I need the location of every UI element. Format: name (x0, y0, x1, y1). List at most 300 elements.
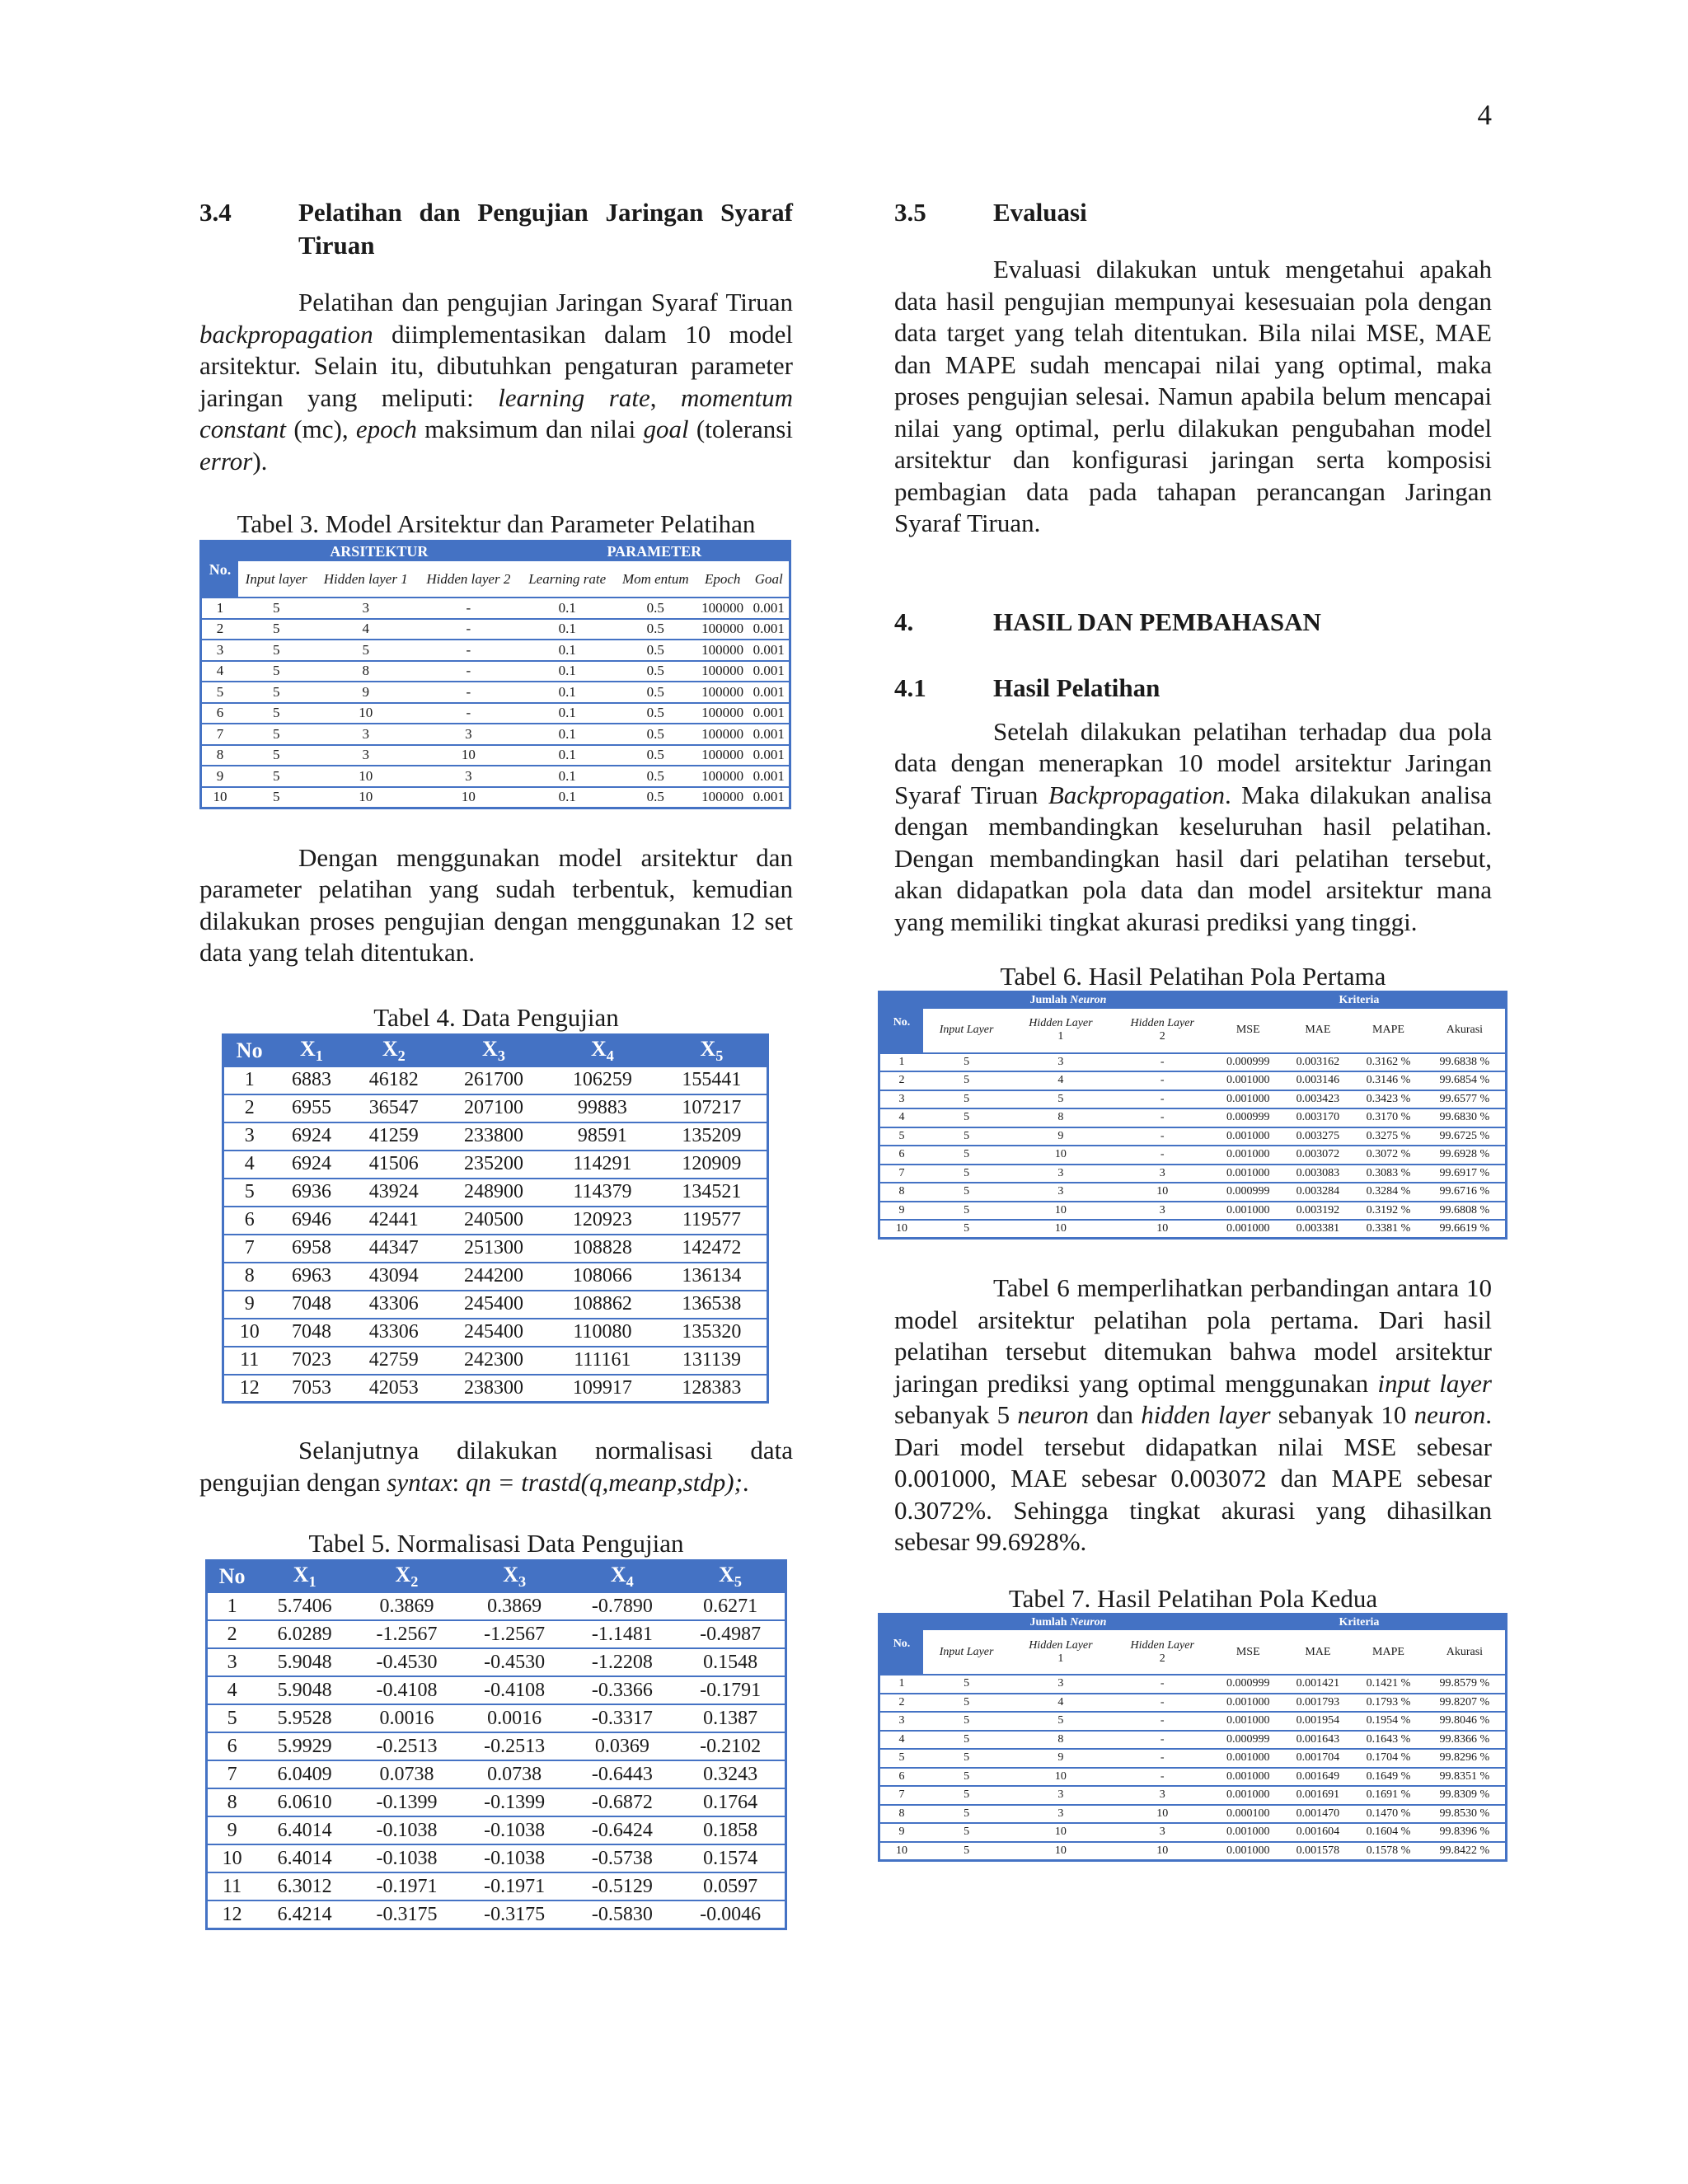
table-cell: 43306 (349, 1319, 440, 1347)
table-cell: 5 (923, 1220, 1010, 1239)
table-cell: 4 (223, 1151, 275, 1179)
table-cell: 99.6808 % (1424, 1202, 1507, 1221)
table-cell: 0.003275 (1283, 1127, 1353, 1146)
table-cell: 99.8579 % (1424, 1675, 1507, 1694)
table-cell: 0.1421 % (1353, 1675, 1424, 1694)
table-cell: 2 (223, 1094, 275, 1122)
table-cell: 10 (223, 1319, 275, 1347)
column-header: Epoch (696, 561, 749, 598)
table-cell: 1 (201, 598, 239, 619)
table-cell: 0.3162 % (1353, 1053, 1424, 1072)
table-cell: 10 (314, 787, 417, 808)
column-header: Mom entum (615, 561, 696, 598)
table-cell: 0.3170 % (1353, 1108, 1424, 1127)
table-cell: 5 (923, 1165, 1010, 1183)
table-cell: -0.6872 (568, 1788, 676, 1816)
table-row (201, 724, 790, 745)
table-cell: 244200 (439, 1263, 548, 1291)
table-cell: 248900 (439, 1179, 548, 1207)
table-cell: 43924 (349, 1179, 440, 1207)
column-header: No. (201, 541, 239, 598)
column-header: $X_3$ (439, 1034, 548, 1066)
table-cell: 0.000999 (1213, 1675, 1283, 1694)
column-header: No. (879, 1614, 924, 1675)
table-cell: 7 (223, 1235, 275, 1263)
column-header: No (223, 1034, 275, 1066)
table-cell: 6.4014 (256, 1844, 353, 1872)
table-cell: 6924 (274, 1122, 348, 1151)
table-cell: 5 (923, 1053, 1010, 1072)
table-cell: 0.5 (615, 661, 696, 682)
table-cell: 0.001 (748, 703, 790, 724)
table-row (207, 1648, 786, 1676)
table-cell: 0.003381 (1283, 1220, 1353, 1239)
table-cell: 5 (1010, 1712, 1111, 1731)
table-cell: 10 (1010, 1146, 1111, 1165)
table-cell: 6 (879, 1768, 924, 1787)
table-cell: 0.001 (748, 745, 790, 766)
table-cell: - (1112, 1071, 1213, 1090)
table-cell: 6963 (274, 1263, 348, 1291)
table-row (207, 1788, 786, 1816)
table-cell: 5 (923, 1823, 1010, 1842)
table-cell: 8 (314, 661, 417, 682)
table-cell: 9 (223, 1291, 275, 1319)
table-cell: 7 (879, 1786, 924, 1805)
table-cell: 7023 (274, 1347, 348, 1375)
table-row (879, 1712, 1507, 1731)
table-cell: 107217 (657, 1094, 768, 1122)
table-cell: 5 (879, 1127, 924, 1146)
table-row (879, 1108, 1507, 1127)
table-cell: 3 (1010, 1053, 1111, 1072)
table-cell: 10 (1010, 1842, 1111, 1861)
table-5 (205, 1559, 787, 1930)
table-cell: - (417, 661, 520, 682)
table-cell: 5 (238, 745, 314, 766)
table-cell: 131139 (657, 1347, 768, 1375)
table-cell: 10 (1112, 1805, 1213, 1824)
table-cell: 99.8309 % (1424, 1786, 1507, 1805)
table-row (879, 1090, 1507, 1109)
table-7 (878, 1613, 1507, 1862)
table-cell: -0.3317 (568, 1704, 676, 1732)
column-header: MAPE (1353, 1630, 1424, 1675)
table-cell: 10 (1112, 1183, 1213, 1202)
table-cell: 0.001793 (1283, 1694, 1353, 1713)
table-4-caption: Tabel 4. Data Pengujian (373, 1002, 619, 1032)
table-cell: 0.001 (748, 619, 790, 640)
table-cell: 0.1 (520, 661, 615, 682)
table-cell: 100000 (696, 598, 749, 619)
table-row (879, 1127, 1507, 1146)
table-row (223, 1207, 768, 1235)
table-cell: 5.9929 (256, 1732, 353, 1760)
table-cell: 6924 (274, 1151, 348, 1179)
column-header: Input Layer (923, 1009, 1010, 1053)
table-cell: 5 (923, 1768, 1010, 1787)
table-cell: 0.1 (520, 682, 615, 703)
table-cell: 2 (879, 1071, 924, 1090)
table-cell: 0.1 (520, 703, 615, 724)
table-cell: 2 (201, 619, 239, 640)
section-number: 3.4 (199, 198, 232, 227)
column-header: $X_3$ (461, 1561, 569, 1593)
table-cell: 5 (238, 787, 314, 808)
table-cell: 12 (207, 1900, 257, 1929)
table-cell: - (1112, 1768, 1213, 1787)
table-cell: 9 (201, 766, 239, 787)
table-cell: 108828 (548, 1235, 657, 1263)
table-cell: 0.3275 % (1353, 1127, 1424, 1146)
column-header: Hidden layer 1 (314, 561, 417, 598)
table-row (879, 1675, 1507, 1694)
table-cell: 1 (879, 1675, 924, 1694)
table-cell: 99.6577 % (1424, 1090, 1507, 1109)
table-cell: 0.3381 % (1353, 1220, 1424, 1239)
table-cell: 207100 (439, 1094, 548, 1122)
table-cell: 12 (223, 1375, 275, 1403)
column-header: Hidden Layer 2 (1112, 1009, 1213, 1053)
table-cell: 0.003192 (1283, 1202, 1353, 1221)
table-6-caption: Tabel 6. Hasil Pelatihan Pola Pertama (1000, 962, 1386, 991)
table-cell: 6.4214 (256, 1900, 353, 1929)
table-cell: 6955 (274, 1094, 348, 1122)
table-6 (878, 991, 1507, 1240)
table-cell: - (417, 640, 520, 661)
table-row (879, 1694, 1507, 1713)
column-header: Goal (748, 561, 790, 598)
table-cell: 0.003146 (1283, 1071, 1353, 1090)
table-cell: -0.2102 (676, 1732, 785, 1760)
table-cell: 42053 (349, 1375, 440, 1403)
table-cell: 6883 (274, 1066, 348, 1094)
table-cell: 100000 (696, 640, 749, 661)
table-row (207, 1676, 786, 1704)
table-cell: 0.1643 % (1353, 1731, 1424, 1750)
table-row (207, 1872, 786, 1900)
column-header: Hidden Layer 1 (1010, 1630, 1111, 1675)
table-cell: 0.5 (615, 745, 696, 766)
table-cell: 108862 (548, 1291, 657, 1319)
column-header: MAE (1283, 1630, 1353, 1675)
column-header: PARAMETER (520, 541, 790, 562)
table-row (879, 1071, 1507, 1090)
table-row (201, 661, 790, 682)
table-cell: 106259 (548, 1066, 657, 1094)
table-cell: 0.3072 % (1353, 1146, 1424, 1165)
table-cell: 114291 (548, 1151, 657, 1179)
section-4-1-heading (894, 672, 1492, 705)
table-row (201, 703, 790, 724)
table-cell: 0.001643 (1283, 1731, 1353, 1750)
table-row (879, 1731, 1507, 1750)
table-cell: - (1112, 1694, 1213, 1713)
table-cell: 3 (879, 1090, 924, 1109)
column-header: $X_1$ (274, 1034, 348, 1066)
table-cell: -0.4530 (461, 1648, 569, 1676)
table-cell: 5 (923, 1675, 1010, 1694)
table-cell: 0.001000 (1213, 1165, 1283, 1183)
table-cell: 0.001000 (1213, 1712, 1283, 1731)
table-row (207, 1704, 786, 1732)
section-title: Evaluasi (993, 198, 1087, 227)
table-row (223, 1151, 768, 1179)
table-cell: 0.5 (615, 787, 696, 808)
section-4-heading (894, 606, 1492, 639)
table-cell: 5 (923, 1090, 1010, 1109)
table-cell: 4 (207, 1676, 257, 1704)
table-cell: -0.6424 (568, 1816, 676, 1844)
table-cell: 10 (207, 1844, 257, 1872)
table-cell: 3 (314, 724, 417, 745)
table-cell: -0.5738 (568, 1844, 676, 1872)
table-cell: 8 (201, 745, 239, 766)
table-cell: 245400 (439, 1291, 548, 1319)
table-cell: 6.0409 (256, 1760, 353, 1788)
table-row (879, 1749, 1507, 1768)
table-cell: 0.001 (748, 661, 790, 682)
table-cell: 0.0738 (353, 1760, 461, 1788)
table-cell: 10 (201, 787, 239, 808)
table-cell: - (1112, 1108, 1213, 1127)
table-row (207, 1760, 786, 1788)
table-cell: - (1112, 1127, 1213, 1146)
table-row (201, 682, 790, 703)
table-cell: 136134 (657, 1263, 768, 1291)
table-cell: 0.001 (748, 766, 790, 787)
table-cell: 233800 (439, 1122, 548, 1151)
table-cell: 5 (1010, 1090, 1111, 1109)
section-3-4-paragraph-1: Pelatihan dan pengujian Jaringan Syaraf Tiruan backpropagation diimplementasikan dalam 10 model arsitektur. Selain itu, dibutuhkan pengaturan parameter jaringan yang meliputi: learning rate, momentum constant (mc), epoch maksimum dan nilai goal (toleransi error). (199, 288, 794, 476)
table-cell: 5 (201, 682, 239, 703)
table-cell: 44347 (349, 1235, 440, 1263)
table-cell: 0.001000 (1213, 1823, 1283, 1842)
table-cell: 3 (1010, 1675, 1111, 1694)
column-header: Learning rate (520, 561, 615, 598)
table-cell: 99.6854 % (1424, 1071, 1507, 1090)
table-row (879, 1183, 1507, 1202)
table-cell: 7 (201, 724, 239, 745)
table-cell: - (417, 682, 520, 703)
table-cell: 0.000100 (1213, 1805, 1283, 1824)
column-header: Hidden Layer 2 (1112, 1630, 1213, 1675)
table-cell: 0.001000 (1213, 1786, 1283, 1805)
table-cell: 0.001 (748, 682, 790, 703)
table-cell: 99.8046 % (1424, 1712, 1507, 1731)
table-cell: 5 (238, 682, 314, 703)
table-row (879, 1805, 1507, 1824)
table-row (201, 598, 790, 619)
section-title: Hasil Pelatihan (993, 673, 1160, 702)
table-row (223, 1235, 768, 1263)
table-cell: 0.001000 (1213, 1220, 1283, 1239)
table-cell: 0.3284 % (1353, 1183, 1424, 1202)
table-row (223, 1347, 768, 1375)
table-row (879, 1053, 1507, 1072)
table-cell: 2 (207, 1620, 257, 1648)
table-cell: 0.3146 % (1353, 1071, 1424, 1090)
table-cell: 99883 (548, 1094, 657, 1122)
table-cell: 99.6716 % (1424, 1183, 1507, 1202)
table-cell: 120923 (548, 1207, 657, 1235)
table-cell: 0.1691 % (1353, 1786, 1424, 1805)
table-cell: 99.6917 % (1424, 1165, 1507, 1183)
section-3-4-paragraph-3: Selanjutnya dilakukan normalisasi data pengujian dengan syntax: qn = trastd(q,meanp,stdp);. (199, 1436, 793, 1497)
table-cell: 6 (207, 1732, 257, 1760)
table-cell: 0.1704 % (1353, 1749, 1424, 1768)
table-cell: 5 (238, 640, 314, 661)
table-row (223, 1066, 768, 1094)
table-cell: -0.7890 (568, 1592, 676, 1620)
table-cell: - (1112, 1731, 1213, 1750)
table-cell: 9 (879, 1823, 924, 1842)
table-cell: 0.000999 (1213, 1731, 1283, 1750)
table-cell: 0.1764 (676, 1788, 785, 1816)
column-header: $X_4$ (548, 1034, 657, 1066)
table-cell: 0.1470 % (1353, 1805, 1424, 1824)
table-cell: 5 (238, 766, 314, 787)
table-cell: 0.1 (520, 787, 615, 808)
table-cell: -0.1399 (461, 1788, 569, 1816)
table-cell: 99.6830 % (1424, 1108, 1507, 1127)
table-cell: 3 (223, 1122, 275, 1151)
table-cell: 10 (1112, 1220, 1213, 1239)
table-cell: 0.5 (615, 724, 696, 745)
table-cell: -0.2513 (461, 1732, 569, 1760)
table-cell: 10 (417, 787, 520, 808)
table-cell: 3 (1010, 1183, 1111, 1202)
table-cell: 7 (207, 1760, 257, 1788)
section-3-4-heading (199, 196, 793, 262)
table-cell: 4 (1010, 1071, 1111, 1090)
table-cell: 10 (879, 1220, 924, 1239)
table-cell: 6.4014 (256, 1816, 353, 1844)
table-cell: -0.3366 (568, 1676, 676, 1704)
column-header: Input Layer (923, 1630, 1010, 1675)
table-cell: 0.0738 (461, 1760, 569, 1788)
table-cell: 3 (1010, 1805, 1111, 1824)
table-cell: 0.3869 (461, 1592, 569, 1620)
table-cell: 0.1 (520, 640, 615, 661)
table-cell: 5 (923, 1731, 1010, 1750)
section-3-5-heading (894, 196, 1492, 229)
table-cell: 8 (1010, 1108, 1111, 1127)
table-cell: 98591 (548, 1122, 657, 1151)
table-cell: 0.0597 (676, 1872, 785, 1900)
table-cell: 0.001000 (1213, 1768, 1283, 1787)
table-cell: 0.003423 (1283, 1090, 1353, 1109)
table-cell: -0.1399 (353, 1788, 461, 1816)
table-cell: 36547 (349, 1094, 440, 1122)
section-3-5-paragraph: Evaluasi dilakukan untuk mengetahui apakah data hasil pengujian mempunyai kesesuaian pola dengan data target yang telah ditentukan. Bila nilai MSE, MAE dan MAPE sudah mencapai nilai yang optimal, maka proses pengujian selesai. Namun apabila belum mencapai nilai yang optimal, perlu dilakukan pengubahan model arsitektur dan konfigurasi jaringan serta komposisi pembagian data pada tahapan perancangan Jaringan Syaraf Tiruan. (894, 255, 1492, 537)
table-row (223, 1319, 768, 1347)
table-cell: 5 (314, 640, 417, 661)
table-cell: 3 (417, 724, 520, 745)
table-cell: -1.2567 (461, 1620, 569, 1648)
table-cell: 0.1574 (676, 1844, 785, 1872)
table-cell: 100000 (696, 682, 749, 703)
table-row (207, 1816, 786, 1844)
table-row (207, 1732, 786, 1760)
table-cell: 5 (923, 1108, 1010, 1127)
table-cell: 11 (207, 1872, 257, 1900)
section-3-4-paragraph-2: Dengan menggunakan model arsitektur dan parameter pelatihan yang sudah terbentuk, kemudian dilakukan proses pengujian dengan menggunakan 12 set data yang telah ditentukan. (199, 842, 793, 967)
table-row (879, 1768, 1507, 1787)
table-cell: 114379 (548, 1179, 657, 1207)
table-row (879, 1146, 1507, 1165)
table-cell: 0.001691 (1283, 1786, 1353, 1805)
table-cell: 5.7406 (256, 1592, 353, 1620)
column-header: Hidden layer 2 (417, 561, 520, 598)
table-cell: 5 (923, 1805, 1010, 1824)
table-cell: 99.6928 % (1424, 1146, 1507, 1165)
table-cell: 261700 (439, 1066, 548, 1094)
table-cell: 238300 (439, 1375, 548, 1403)
table-cell: 0.1858 (676, 1816, 785, 1844)
table-cell: 9 (1010, 1749, 1111, 1768)
table-cell: 0.001 (748, 787, 790, 808)
table-cell: 0.001649 (1283, 1768, 1353, 1787)
table-cell: -0.3175 (461, 1900, 569, 1929)
table-cell: -0.4108 (353, 1676, 461, 1704)
column-header: $X_1$ (256, 1561, 353, 1593)
table-cell: - (1112, 1712, 1213, 1731)
table-cell: 0.1 (520, 619, 615, 640)
table-cell: 109917 (548, 1375, 657, 1403)
table-cell: 41259 (349, 1122, 440, 1151)
table-cell: 0.5 (615, 598, 696, 619)
table-cell: -1.1481 (568, 1620, 676, 1648)
table-cell: 0.001000 (1213, 1146, 1283, 1165)
table-cell: -0.5830 (568, 1900, 676, 1929)
column-header: Jumlah Neuron (923, 1614, 1213, 1630)
table-cell: 0.1649 % (1353, 1768, 1424, 1787)
table-cell: 240500 (439, 1207, 548, 1235)
table-row (223, 1375, 768, 1403)
table-cell: 3 (1112, 1165, 1213, 1183)
table-cell: 108066 (548, 1263, 657, 1291)
table-cell: - (1112, 1146, 1213, 1165)
table-cell: 6.0610 (256, 1788, 353, 1816)
table-cell: 0.0369 (568, 1732, 676, 1760)
table-cell: 5 (923, 1694, 1010, 1713)
table-cell: 0.000999 (1213, 1183, 1283, 1202)
table-cell: 8 (879, 1183, 924, 1202)
table-cell: -0.1038 (461, 1816, 569, 1844)
table-cell: 0.001000 (1213, 1694, 1283, 1713)
table-cell: 99.8396 % (1424, 1823, 1507, 1842)
table-cell: 0.5 (615, 640, 696, 661)
table-cell: 6.0289 (256, 1620, 353, 1648)
table-cell: 5 (923, 1146, 1010, 1165)
table-cell: -0.4987 (676, 1620, 785, 1648)
table-cell: -0.4108 (461, 1676, 569, 1704)
table-cell: 135209 (657, 1122, 768, 1151)
table-cell: 10 (1010, 1220, 1111, 1239)
table-cell: - (1112, 1090, 1213, 1109)
table-cell: 6 (201, 703, 239, 724)
table-cell: 4 (314, 619, 417, 640)
table-cell: 6946 (274, 1207, 348, 1235)
section-title: HASIL DAN PEMBAHASAN (993, 607, 1321, 636)
table-cell: 0.0016 (461, 1704, 569, 1732)
table-cell: 1 (207, 1592, 257, 1620)
table-cell: 8 (223, 1263, 275, 1291)
table-cell: 100000 (696, 745, 749, 766)
table-cell: 0.1 (520, 724, 615, 745)
column-header: Akurasi (1424, 1630, 1507, 1675)
